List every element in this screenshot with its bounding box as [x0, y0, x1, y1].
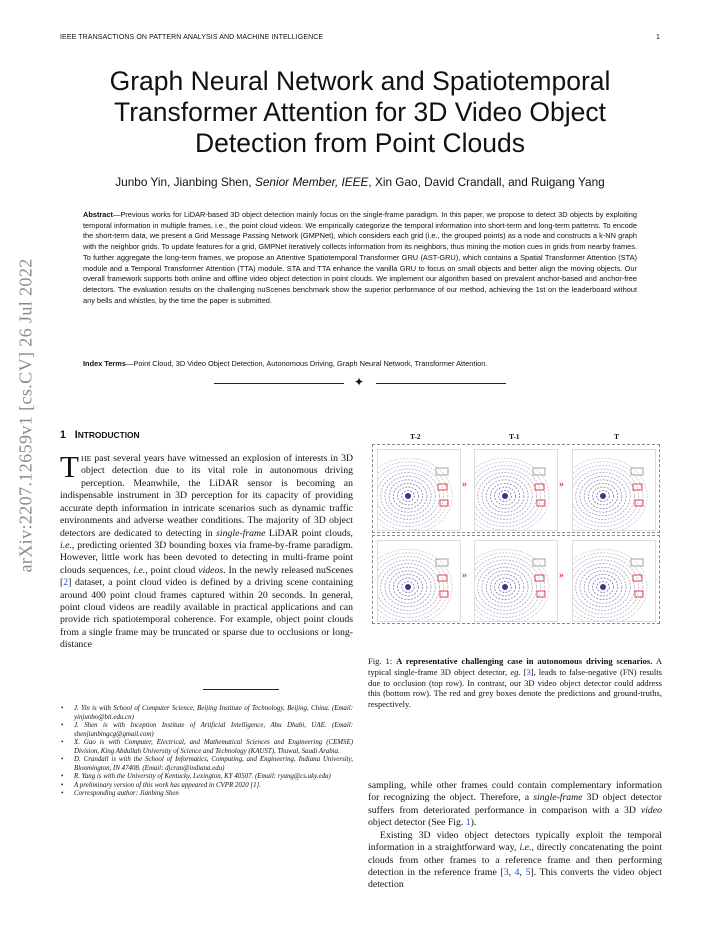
ego-vehicle — [502, 584, 508, 590]
text-part: sampling, while other frames could contain complementary information for recognizing the object. Therefore, a — [368, 780, 662, 804]
figure-caption — [368, 656, 662, 710]
lidar-frame-panel — [572, 540, 656, 622]
arrow-right-icon: » — [462, 479, 467, 490]
scan-ring — [475, 462, 545, 530]
citation-link[interactable]: 4 — [514, 866, 520, 878]
ego-vehicle — [502, 493, 508, 499]
text-emphasis: video — [640, 804, 662, 816]
drop-cap: T — [60, 449, 79, 484]
bullet-icon: • — [61, 756, 64, 764]
text-part: 3D object detector suffers from deteriorated performance in comparison with a 3D — [368, 792, 662, 816]
ground-truth-box — [436, 468, 448, 475]
ego-vehicle — [405, 493, 411, 499]
intro-text-part: , point cloud — [145, 564, 199, 576]
text-emphasis: single-frame — [533, 792, 583, 804]
caption-text: ], leads to false-negative (FN) results due to occlusion (top row). In contrast, our 3D video object detector could address this (bottom row). The red and grey boxes denote the predictions and ground-truths, respectively. — [368, 666, 662, 710]
bullet-icon: • — [61, 705, 64, 712]
scan-ring — [573, 553, 643, 621]
footnote-item — [60, 773, 353, 782]
column-label: T-2 — [410, 432, 421, 441]
page-number: 1 — [656, 34, 660, 41]
lidar-frame-panel — [377, 449, 461, 531]
index-terms — [83, 359, 637, 369]
paragraph — [368, 830, 662, 892]
citation-link[interactable]: 3 — [503, 866, 509, 878]
scan-ring — [573, 462, 643, 530]
index-terms-label: Index Terms — [83, 359, 126, 368]
lidar-frame-panel — [474, 540, 558, 622]
citation-link[interactable]: 3 — [526, 666, 531, 677]
ground-truth-box — [533, 468, 545, 475]
intro-text-part: . In the newly released nuScenes [ — [60, 564, 353, 589]
section-title-rest: NTRODUCTION — [77, 430, 140, 440]
footnote-text: A preliminary version of this work has appeared in CVPR 2020 [1]. — [74, 781, 261, 789]
text-part: ]. This converts the video object detection — [368, 866, 663, 891]
authors-membership: Senior Member, IEEE — [254, 175, 369, 189]
lidar-scan-image — [573, 450, 655, 530]
running-header: IEEE TRANSACTIONS ON PATTERN ANALYSIS AND MACHINE INTELLIGENCE — [60, 34, 324, 41]
figure-row-bottom — [372, 535, 660, 624]
citation-link[interactable]: 2 — [63, 577, 69, 589]
arxiv-identifier[interactable]: arXiv:2207.12659v1 [cs.CV] 26 Jul 2022 — [15, 258, 36, 573]
footnote-text: Corresponding author: Jianbing Shen — [74, 790, 179, 798]
figure-1 — [372, 432, 660, 624]
lidar-frame-panel — [474, 449, 558, 531]
abstract-text: —Previous works for LiDAR-based 3D object detection mainly focus on the single-frame paradigm. In this paper, we propose to detect 3D objects by exploiting temporal information in multiple frames, i.e., the point cloud videos. We empirically categorize the temporal information into short-term and long-term patterns. To encode the short-term data, we present a Grid Message Passing Network (GMPNet), which considers each grid (i.e., the grouped points) as a node and constructs a k-NN graph with the neighbor grids. To update features for a grid, GMPNet iteratively collects information from its neighbors, thus mining the motion cues in grids from nearby frames. To further aggregate the long-term frames, we propose an Attentive Spatiotemporal Transformer GRU (AST-GRU), which contains a Spatial Transformer Attention (STA) module and a Temporal Transformer Attention (TTA) module. STA and TTA enhance the vanilla GRU to focus on small objects and better align the moving objects. Our overall framework supports both online and offline video object detection in point clouds. We implement our algorithm based on prevalent anchor-based and anchor-free detectors. The evaluation results on the challenging nuScenes benchmark show the superior performance of our method, achieving the 1st on the leaderboard without any bells and whistles, by the time the paper is submitted. — [83, 210, 637, 305]
divider-line-right — [376, 383, 506, 384]
intro-text-part: , predicting oriented 3D bounding boxes via frame-by-frame paradigm. However, little work has been devoted to detecting in multi-frame point clouds sequences, — [60, 539, 353, 576]
ego-vehicle — [600, 493, 606, 499]
caption-emphasis: eg. — [510, 666, 521, 677]
ground-truth-box — [436, 559, 448, 566]
divider-star-icon: ✦ — [354, 375, 365, 389]
abstract-label: Abstract — [83, 210, 113, 219]
paper-title: Graph Neural Network and Spatiotemporal Transformer Attention for 3D Video Object Detection from Point Clouds — [109, 66, 611, 158]
intro-emphasis: single-frame — [216, 527, 266, 539]
divider-line-left — [214, 383, 344, 384]
section-divider — [214, 376, 506, 390]
intro-emphasis: i.e. — [133, 564, 146, 576]
section-heading — [60, 429, 140, 441]
figure-row-top — [372, 444, 660, 533]
text-part: Existing 3D video object detectors typically exploit the temporal information in a straightforward way, — [368, 829, 662, 854]
abstract — [83, 210, 637, 306]
intro-emphasis: videos — [198, 564, 224, 576]
bullet-icon: • — [61, 739, 64, 747]
right-column-text — [368, 780, 662, 892]
ground-truth-box — [631, 559, 643, 566]
text-part: , directly concatenating the point clouds from other frames to a reference frame and then performing detection in the reference frame [ — [368, 842, 662, 878]
footnote-item — [60, 722, 353, 739]
paragraph — [368, 780, 662, 830]
figure-reference-link[interactable]: 1 — [465, 817, 471, 829]
lidar-scan-image — [573, 541, 655, 621]
citation-link[interactable]: 5 — [525, 866, 531, 878]
intro-text-part: ] dataset, a point cloud video is defined by a driving scene containing around 400 point cloud frames captured within 20 seconds. In general, point cloud videos are readily available in practical applications and can provide rich spatiotemporal coherence. For example, object point clouds from a single frame may be truncated or sparse due to occlusions or long-distance — [60, 577, 353, 651]
lidar-scan-image — [475, 541, 557, 621]
arrow-right-icon: » — [559, 570, 564, 581]
footnote-text: J. Shen is with Inception Institute of Artificial Intelligence, Abu Dhabi, UAE. (Email: shenjianbingcg@gmail.com) — [74, 722, 353, 738]
arrow-right-icon: » — [462, 570, 467, 581]
footnote-item — [60, 782, 353, 791]
caption-text: [ — [520, 666, 527, 677]
section-title-first: I — [74, 429, 78, 441]
authors-part-1: Junbo Yin, Jianbing Shen, — [115, 175, 255, 189]
section-number: 1 — [60, 429, 66, 441]
bullet-icon: • — [61, 781, 64, 789]
text-emphasis: i.e. — [519, 842, 532, 854]
caption-label: Fig. 1: — [368, 656, 397, 666]
bullet-icon: • — [61, 790, 64, 798]
bullet-icon: • — [61, 773, 64, 781]
column-label: T — [614, 432, 620, 441]
ground-truth-box — [631, 468, 643, 475]
index-terms-text: —Point Cloud, 3D Video Object Detection, Autonomous Driving, Graph Neural Network, Transformer Attention. — [126, 359, 488, 368]
scan-ring — [378, 462, 448, 530]
column-label: T-1 — [509, 432, 520, 441]
ego-vehicle — [405, 584, 411, 590]
intro-small-caps: HE — [80, 454, 92, 463]
text-part: ). — [470, 817, 477, 829]
text-part: , — [519, 866, 526, 878]
arrow-right-icon: » — [559, 479, 564, 490]
lidar-scan-image — [378, 541, 460, 621]
ground-truth-box — [533, 559, 545, 566]
authors-part-2: , Xin Gao, David Crandall, and Ruigang Yang — [368, 175, 605, 189]
author-list — [60, 175, 660, 189]
caption-text: A typical single-frame 3D object detector, — [368, 656, 663, 677]
footnote-text: X. Gao is with Computer, Electrical, and Mathematical Sciences and Engineering (CEMSE) Division, King Abdullah University of Science and Technology (KAUST), Thuwal, Saudi Arabia. — [74, 739, 353, 755]
scan-ring — [378, 553, 448, 621]
lidar-frame-panel — [572, 449, 656, 531]
footnote-rule — [203, 689, 279, 690]
caption-title: A representative challenging case in autonomous driving scenarios. — [396, 656, 653, 666]
intro-text-part: LiDAR point clouds, — [265, 527, 353, 539]
bullet-icon: • — [61, 722, 64, 730]
footnote-text: D. Crandall is with the School of Informatics, Computing, and Engineering, Indiana University, Bloomington, IN 47408. (Email: djcran@indiana.edu) — [74, 756, 353, 772]
lidar-scan-image — [475, 450, 557, 530]
footnotes — [60, 705, 353, 799]
scan-ring — [475, 553, 545, 621]
lidar-frame-panel — [377, 540, 461, 622]
footnote-text: R. Yang is with the University of Kentucky, Lexington, KY 40507. (Email: ryang@cs.uky.edu) — [74, 773, 331, 781]
intro-text-part: past several years have witnessed an explosion of interests in 3D object detection due to its vital role in autonomous driving perception. Meanwhile, the LiDAR sensor is becoming an indispensable instrument in 3D perception for its capacity of providing accurate depth information in intricate scenarios such as dynamic traffic environments and adverse weather conditions. The majority of 3D object detectors are dedicated to detecting in — [60, 453, 353, 539]
footnote-item — [60, 790, 353, 799]
text-part: , — [508, 866, 515, 878]
footnote-text: J. Yin is with School of Computer Science, Beijing Institute of Technology, Beijing, China. (Email: yinjunbo@bit.edu.cn) — [74, 705, 353, 721]
intro-paragraph — [60, 449, 353, 652]
footnote-item — [60, 756, 353, 773]
lidar-scan-image — [378, 450, 460, 530]
footnote-item — [60, 739, 353, 756]
ego-vehicle — [600, 584, 606, 590]
intro-emphasis: i.e. — [60, 539, 72, 551]
footnote-item — [60, 705, 353, 722]
text-part: object detector (See Fig. — [368, 817, 466, 829]
